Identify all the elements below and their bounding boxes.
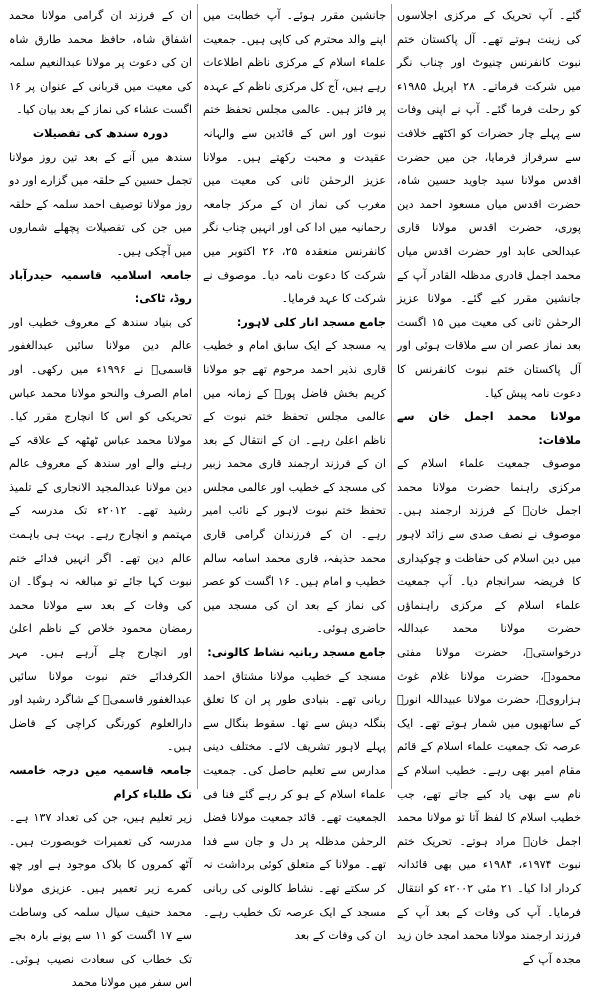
- paragraph: سندھ میں آنے کے بعد تین روز مولانا تجمل حسین کے حلقہ میں گزارے اور دو روز مولانا توصیف احمد سلمہ کے حلقہ میں جن کی تفصیلات پچھلے شماروں میں آچکی ہیں۔: [9, 150, 192, 258]
- section-heading: جامعہ اسلامیہ قاسمیہ حیدرآباد روڈ، ٹاکی:: [9, 268, 192, 306]
- paragraph: کی بنیاد سندھ کے معروف خطیب اور عالم دین مولانا سائیں عبدالغفور قاسمیؒ نے ۱۹۹۶ء میں رکھی۔ اور امام الصرف والنحو مولانا محمد عباس تحریکی کو اس کا انچارج مقرر کیا۔ مولانا محمد عباس ٹھٹھہ کے علاقہ کے رہنے والے اور سندھ کے معروف عالم دین مولانا عبدالمجید الانجاری کے تلمیذ رشید تھے۔ ۲۰۱۲ء تک مدرسہ کے مہتمم و انچارج رہے۔ بہت ہی باہمت عالم دین تھے۔ اگر انہیں فدائے ختم نبوت کہا جائے تو مبالغہ نہ ہوگا۔ ان کی وفات کے بعد سے مولانا محمد رمضان محمود خلاص کے ناظم اعلیٰ اور انچارج چلے آرہے ہیں۔ مہر الکرفدائے ختم نبوت مولانا سائیں عبدالغفور قاسمیؒ کے شاگرد رشید اور دارالعلوم کورنگی کراچی کے فاضل ہیں۔: [9, 315, 192, 754]
- paragraph: جانشین مقرر ہوئے۔ آپ خطابت میں اپنے والد محترم کی کاپی ہیں۔ جمعیت علماء اسلام کے مرکزی ناظم اطلاعات رہے ہیں، آج کل مرکزی ناظم کے عہدہ پر فائز ہیں۔ عالمی مجلس تحفظ ختم نبوت اور اس کے قائدین سے والہانہ عقیدت و محبت رکھتے ہیں۔ مولانا عزیز الرحمٰن ثانی کی معیت میں مغرب کی نماز ان کے مرکز جامعہ رحمانیہ میں ادا کی اور انہیں چناب نگر کانفرنس منعقدہ ۲۵، ۲۶ اکتوبر میں شرکت کا دعوت نامہ دیا۔ موصوف نے شرکت کا عہد فرمایا۔: [203, 9, 387, 306]
- column-right: [392, 4, 586, 966]
- paragraph: یہ مسجد کے ایک سابق امام و خطیب قاری نذیر احمد مرحوم تھے جو مولانا کریم بخش فاضل پورؒ کے زمانہ میں عالمی مجلس تحفظ ختم نبوت کے ناظم اعلیٰ رہے۔ ان کے انتقال کے بعد ان کے فرزند ارجمند قاری محمد زبیر کی مسجد کے خطیب اور عالمی مجلس تحفظ ختم نبوت لاہور کے نائب امیر رہے۔ ان کے فرزندان گرامی قاری محمد حذیفہ، قاری محمد اسامہ سالم خطیب و امام ہیں۔ ۱۶ اگست کو عصر کی نماز کے بعد ان کی مسجد میں حاضری ہوئی۔: [203, 339, 386, 636]
- section-heading: جامع مسجد ربانیہ نشاط کالونی:: [207, 646, 386, 660]
- paragraph: گئے۔ آپ تحریک کے مرکزی اجلاسوں کی زینت ہوتے تھے۔ آل پاکستان ختم نبوت کانفرنس چنیوٹ اور چناب نگر میں شرکت فرماتے۔ ۲۸ اپریل ۱۹۸۵ء کو رحلت فرما گئے۔ آپ نے اپنی وفات سے پہلے چار حضرات کو اکٹھے خلافت سے سرفراز فرمایا، جن میں حضرت اقدس مولانا سید جاوید حسین شاہ، حضرت اقدس میاں مسعود احمد دین پوری، حضرت اقدس مولانا قاری عبدالحی عابد اور حضرت اقدس میاں محمد اجمل قادری مدظلہ القادر آپ کے جانشین مقرر کیے گئے۔ مولانا عزیز الرحمٰن ثانی کی معیت میں ۱۵ اگست بعد نماز عصر ان سے ملاقات ہوئی اور آل پاکستان ختم نبوت کانفرنس کا دعوت نامہ پیش کیا۔: [397, 9, 582, 400]
- paragraph: موصوف جمعیت علماء اسلام کے مرکزی راہنما حضرت مولانا محمد اجمل خانؒ کے فرزند ارجمند ہیں۔ موصوف نے نصف صدی سے زائد لاہور میں دین اسلام کی حفاظت و چوکیداری کا فریضہ سرانجام دیا۔ آپ جمعیت علماء اسلام کے مرکزی راہنماؤں حضرت مولانا محمد عبداللہ درخواستیؒ، حضرت مولانا مفتی محمودؒ، حضرت مولانا غلام غوث ہزارویؒ، حضرت مولانا عبیداللہ انورؒ کے ساتھیوں میں شمار ہوتے تھے۔ ایک عرصہ تک جمعیت علماء اسلام کے قائم مقام امیر بھی رہے۔ خطیب اسلام کے نام سے بھی یاد کیے جاتے تھے، جب خطیب اسلام کا لفظ آتا تو مولانا محمد اجمل خانؒ مراد ہوتے۔ تحریک ختم نبوت ۱۹۷۴ء، ۱۹۸۴ء میں بھی قائدانہ کردار ادا کیا۔ ۲۱ مئی ۲۰۰۲ء کو انتقال فرمایا۔ آپ کی وفات کے بعد آپ کے فرزند ارجمند مولانا محمد امجد خان زید مجدہ آپ کے: [397, 457, 582, 966]
- section-heading: جامعہ قاسمیہ میں درجہ خامسہ تک طلباء کرام: [9, 764, 192, 801]
- paragraph: زیر تعلیم ہیں، جن کی تعداد ۱۳۷ ہے۔ مدرسہ کی تعمیرات خوبصورت ہیں۔ آٹھ کمروں کا بلاک موجود ہے اور چھ کمرے زیر تعمیر ہیں۔ عزیزی مولانا محمد حنیف سیال سلمہ کی وساطت سے ۱۷ اگست کو ۱۱ سے پونے بارہ بجے تک خطاب کی سعادت نصیب ہوئی۔ اس سفر میں مولانا محمد: [9, 811, 192, 990]
- column-middle: [198, 4, 392, 943]
- section-title: دورہ سندھ کی تفصیلات: [32, 126, 169, 140]
- section-heading: جامع مسجد انار کلی لاہور:: [236, 315, 386, 329]
- column-left: [4, 4, 198, 990]
- section-heading: مولانا محمد اجمل خان سے ملاقات:: [397, 410, 581, 447]
- paragraph: ان کے فرزند ان گرامی مولانا محمد اشفاق شاہ، حافظ محمد طارق شاہ ان کی دعوت پر مولانا عبدالنعیم سلمہ کی معیت میں قربانی کے عنوان پر ۱۶ اگست عشاء کی نماز کے بعد بیان کیا۔: [9, 9, 192, 117]
- paragraph: مسجد کے خطیب مولانا مشتاق احمد ربانی تھے۔ بنیادی طور پر ان کا تعلق بنگلہ دیش سے تھا۔ سقوط بنگال سے پہلے لاہور تشریف لائے۔ مختلف دینی مدارس سے تعلیم حاصل کی۔ جمعیت علماء اسلام کے ہو کر رہے گئے فنا فی الجمعیت تھے۔ قائد جمعیت مولانا فضل الرحمٰن مدظلہ پر دل و جان سے فدا تھے۔ مولانا کے متعلق کوئی برداشت نہ کر سکتے تھے۔ نشاط کالونی کی ربانی مسجد کے ایک عرصہ تک خطیب رہے۔ ان کی وفات کے بعد: [203, 669, 386, 943]
